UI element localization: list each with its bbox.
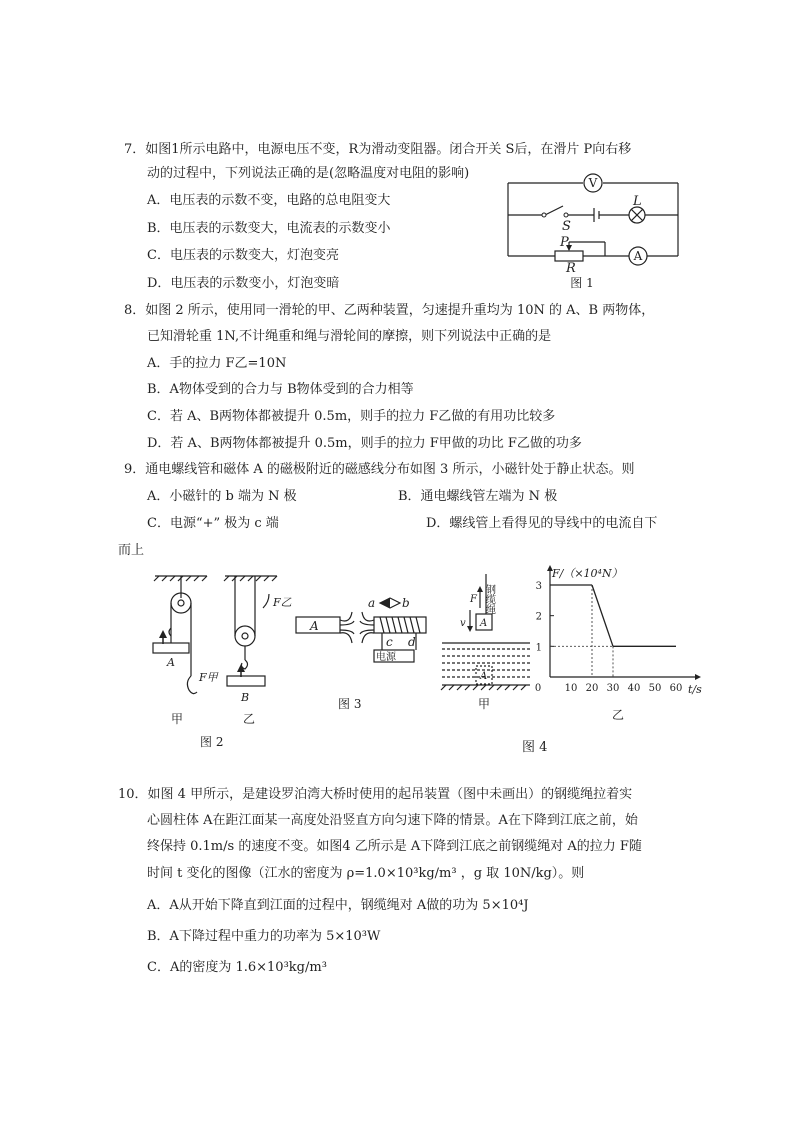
figure-3-solenoid: [294, 590, 434, 715]
q7-option-c: C．电压表的示数变大，灯泡变亮: [147, 248, 339, 263]
chart-y-tick: 3: [535, 581, 542, 592]
q7-stem-line1: 7．如图1所示电路中，电源电压不变，R为滑动变阻器。闭合开关 S后，在滑片 P向右移: [124, 142, 632, 157]
fig3-source: 电源: [376, 652, 396, 663]
q9-option-c: C．电源“+” 极为 c 端: [147, 516, 279, 531]
chart-x-tick: 30: [606, 683, 620, 694]
q7-option-d: D．电压表的示数变小，灯泡变暗: [147, 276, 340, 291]
figure-4-jia: [440, 568, 540, 718]
q10-line2: 心圆柱体 A在距江面某一高度处沿竖直方向匀速下降的情景。A在下降到江底之前，始: [147, 813, 638, 828]
fig3-magnet: A: [310, 619, 319, 633]
fig3-needle-a: a: [368, 596, 376, 610]
q8-option-a: A．手的拉力 F乙=10N: [147, 356, 287, 371]
q9-option-a: A．小磁针的 b 端为 N 极: [147, 489, 297, 504]
fig2-force-yi: F乙: [273, 596, 292, 609]
figure-3-caption: 图 3: [338, 697, 362, 711]
figure-1-circuit: [500, 170, 690, 292]
fig4-velocity: v: [460, 618, 466, 629]
chart-y-tick: 2: [535, 611, 542, 623]
q9-option-b: B．通电螺线管左端为 N 极: [398, 489, 558, 504]
switch-label: S: [562, 219, 571, 234]
chart-x-tick: 10: [564, 683, 578, 694]
fig2-obj-a: A: [167, 656, 175, 669]
slider-label: P: [560, 235, 569, 250]
figure-1-caption: 图 1: [570, 276, 594, 290]
q10-option-c: C．A的密度为 1.6×10³kg/m³: [147, 960, 327, 975]
fig2-label-jia: 甲: [171, 712, 184, 726]
ammeter-label: A: [633, 249, 643, 263]
q8-option-d: D．若 A、B两物体都被提升 0.5m，则手的拉力 F甲做的功比 F乙做的功多: [147, 436, 582, 451]
figure-2-caption: 图 2: [200, 735, 224, 749]
fig2-force-jia: F甲: [199, 671, 218, 684]
chart-ylabel: F/（×10⁴N）: [552, 567, 623, 580]
fig3-term-c: c: [386, 635, 393, 649]
fig4-cable-label: 钢缆绳: [483, 584, 495, 614]
chart-x-tick: 20: [585, 683, 599, 694]
fig2-label-yi: 乙: [243, 712, 256, 726]
q10-line3: 终保持 0.1m/s 的速度不变。如图4 乙所示是 A下降到江底之前钢缆绳对 A的拉力 F随: [147, 839, 642, 854]
chart-x-tick: 50: [648, 683, 662, 694]
figure-2-pulleys: [145, 568, 295, 753]
fig4-block: A: [480, 618, 488, 629]
chart-series-segment: [592, 585, 613, 646]
chart-x-tick: 0: [534, 683, 542, 694]
q10-option-b: B．A下降过程中重力的功率为 5×10³W: [147, 929, 381, 944]
fig3-term-d: d: [408, 635, 416, 649]
chart-xlabel: t/s: [688, 683, 702, 696]
q8-stem-line1: 8．如图 2 所示，使用同一滑轮的甲、乙两种装置，匀速提升重均为 10N 的 A、B 两物体，: [124, 303, 655, 318]
chart-y-tick: 1: [535, 642, 542, 654]
q7-option-a: A．电压表的示数不变，电路的总电阻变大: [147, 193, 391, 208]
q8-option-b: B．A物体受到的合力与 B物体受到的合力相等: [147, 382, 414, 397]
q7-option-b: B．电压表的示数变大，电流表的示数变小: [147, 221, 391, 236]
figure-4-caption: 图 4: [522, 740, 548, 755]
chart-x-tick: 60: [669, 683, 683, 694]
q9-option-d-cont: 而上: [118, 543, 145, 558]
fig3-needle-b: b: [402, 596, 410, 610]
q10-option-a: A．A从开始下降直到江面的过程中，钢缆绳对 A做的功为 5×10⁴J: [147, 898, 529, 913]
chart-x-tick: 40: [627, 683, 641, 694]
q9-stem: 9．通电螺线管和磁体 A 的磁极附近的磁感线分布如图 3 所示，小磁针处于静止状态。则: [124, 462, 635, 477]
fig4-right-label: 乙: [612, 708, 625, 722]
q8-option-c: C．若 A、B两物体都被提升 0.5m，则手的拉力 F乙做的有用功比较多: [147, 409, 556, 424]
lamp-label: L: [633, 194, 642, 209]
rheostat-label: R: [566, 261, 576, 276]
fig4-force: F: [470, 594, 477, 605]
fig4-block-submerged: A: [480, 671, 488, 682]
voltmeter-label: V: [588, 176, 598, 190]
figure-4-chart: [530, 555, 720, 725]
fig4-left-label: 甲: [478, 697, 491, 711]
q8-stem-line2: 已知滑轮重 1N,不计绳重和绳与滑轮间的摩擦，则下列说法中正确的是: [147, 329, 552, 344]
q10-line1: 10．如图 4 甲所示，是建设罗泊湾大桥时使用的起吊装置（图中未画出）的钢缆绳拉着实: [118, 787, 633, 802]
q7-stem-line2: 动的过程中，下列说法正确的是(忽略温度对电阻的影响): [147, 166, 470, 181]
q10-line4: 时间 t 变化的图像（江水的密度为 ρ=1.0×10³kg/m³ ，g 取 10N/kg）。则: [147, 866, 585, 881]
q9-option-d: D．螺线管上看得见的导线中的电流自下: [426, 516, 658, 531]
fig2-obj-b: B: [241, 691, 250, 704]
